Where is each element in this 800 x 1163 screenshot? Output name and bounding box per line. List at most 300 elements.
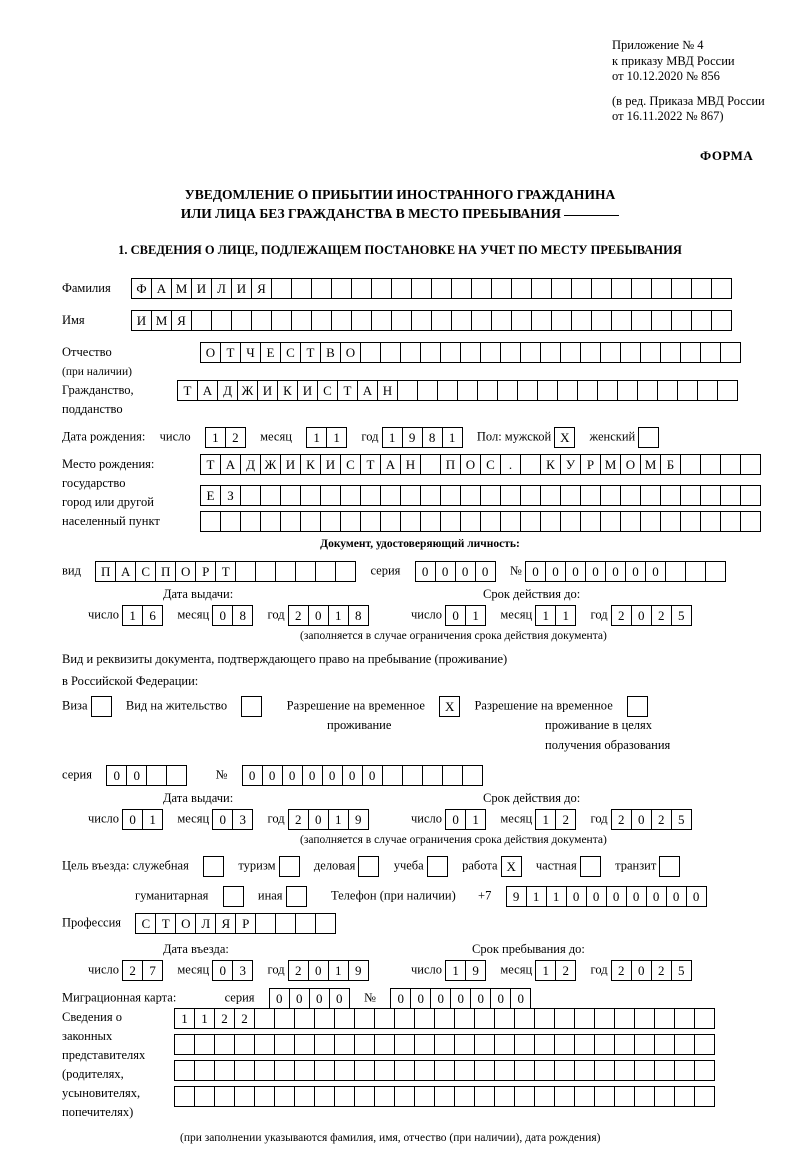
document-number-input[interactable] [525,561,726,582]
form-cell[interactable] [251,310,272,331]
entry-month-input[interactable] [212,960,253,981]
form-cell[interactable] [382,765,403,786]
valid-day-input[interactable] [445,605,486,626]
form-cell[interactable] [311,278,332,299]
form-cell[interactable]: 0 [626,886,647,907]
phone-input[interactable] [506,886,707,907]
form-cell[interactable] [571,310,592,331]
form-cell[interactable]: 1 [142,809,163,830]
form-cell[interactable] [255,561,276,582]
form-cell[interactable] [394,1060,415,1081]
form-cell[interactable] [191,310,212,331]
form-cell[interactable] [491,310,512,331]
form-cell[interactable]: З [220,485,241,506]
form-cell[interactable] [637,380,658,401]
form-cell[interactable]: У [560,454,581,475]
form-cell[interactable] [554,1034,575,1055]
sex-female-checkbox[interactable] [638,427,659,448]
form-cell[interactable] [677,380,698,401]
form-cell[interactable]: 2 [611,960,632,981]
form-cell[interactable] [711,278,732,299]
form-cell[interactable] [254,1008,275,1029]
form-cell[interactable]: 0 [212,809,233,830]
form-cell[interactable] [594,1086,615,1107]
form-cell[interactable] [574,1060,595,1081]
form-cell[interactable] [240,485,261,506]
surname-input[interactable] [131,278,732,299]
form-cell[interactable] [740,511,761,532]
form-cell[interactable] [454,1060,475,1081]
form-cell[interactable]: 1 [122,605,143,626]
form-cell[interactable] [631,310,652,331]
form-cell[interactable] [620,511,641,532]
form-cell[interactable] [711,310,732,331]
purpose-transit-checkbox[interactable] [659,856,680,877]
form-cell[interactable] [434,1060,455,1081]
form-cell[interactable] [700,485,721,506]
form-cell[interactable] [275,913,296,934]
form-cell[interactable]: Ч [240,342,261,363]
form-cell[interactable] [360,342,381,363]
form-cell[interactable] [740,485,761,506]
form-cell[interactable] [300,511,321,532]
form-cell[interactable] [314,1008,335,1029]
form-cell[interactable] [460,485,481,506]
form-cell[interactable]: 2 [288,809,309,830]
form-cell[interactable]: 9 [348,960,369,981]
form-cell[interactable]: 2 [651,809,672,830]
migration-series-input[interactable] [269,988,350,1009]
form-cell[interactable]: 0 [586,886,607,907]
form-cell[interactable] [434,1008,455,1029]
form-cell[interactable] [500,485,521,506]
form-cell[interactable]: 0 [322,765,343,786]
form-cell[interactable] [391,278,412,299]
profession-input[interactable] [135,913,336,934]
form-cell[interactable]: Т [177,380,198,401]
form-cell[interactable]: 1 [174,1008,195,1029]
form-cell[interactable] [700,342,721,363]
form-cell[interactable] [400,511,421,532]
form-cell[interactable]: 5 [671,605,692,626]
form-cell[interactable] [634,1086,655,1107]
form-cell[interactable] [474,1086,495,1107]
form-cell[interactable]: 0 [122,809,143,830]
form-cell[interactable] [394,1086,415,1107]
form-cell[interactable]: Л [211,278,232,299]
document-type-input[interactable] [95,561,356,582]
birth-place-input-row-1[interactable] [200,454,761,475]
form-cell[interactable]: И [280,454,301,475]
form-cell[interactable] [335,561,356,582]
form-cell[interactable] [474,1060,495,1081]
residence-permit-checkbox[interactable] [241,696,262,717]
form-cell[interactable]: 5 [671,960,692,981]
form-cell[interactable]: 0 [525,561,546,582]
form-cell[interactable] [691,278,712,299]
form-cell[interactable] [571,278,592,299]
form-cell[interactable] [634,1060,655,1081]
form-cell[interactable] [580,511,601,532]
edu-residence-checkbox[interactable] [627,696,648,717]
form-cell[interactable] [674,1086,695,1107]
form-cell[interactable]: 1 [194,1008,215,1029]
form-cell[interactable] [494,1060,515,1081]
form-cell[interactable]: 1 [546,886,567,907]
form-cell[interactable] [414,1060,435,1081]
form-cell[interactable] [394,1034,415,1055]
form-cell[interactable] [234,1086,255,1107]
form-cell[interactable]: С [317,380,338,401]
form-cell[interactable]: С [280,342,301,363]
purpose-study-checkbox[interactable] [427,856,448,877]
form-cell[interactable]: А [380,454,401,475]
form-cell[interactable] [431,278,452,299]
form-cell[interactable]: П [155,561,176,582]
form-cell[interactable] [360,485,381,506]
birth-place-input-row-2[interactable] [200,485,761,506]
form-cell[interactable] [494,1034,515,1055]
form-cell[interactable]: 0 [289,988,310,1009]
form-cell[interactable] [654,1008,675,1029]
form-cell[interactable] [574,1034,595,1055]
form-cell[interactable] [480,342,501,363]
visa-checkbox[interactable] [91,696,112,717]
form-cell[interactable] [611,310,632,331]
form-cell[interactable] [422,765,443,786]
form-cell[interactable] [580,342,601,363]
permit-issue-day-input[interactable] [122,809,163,830]
form-cell[interactable] [554,1060,575,1081]
issue-year-input[interactable] [288,605,369,626]
form-cell[interactable] [214,1086,235,1107]
form-cell[interactable]: А [220,454,241,475]
form-cell[interactable]: А [357,380,378,401]
form-cell[interactable] [380,342,401,363]
form-cell[interactable] [660,485,681,506]
form-cell[interactable]: Е [260,342,281,363]
form-cell[interactable] [380,511,401,532]
form-cell[interactable]: Д [240,454,261,475]
form-cell[interactable] [685,561,706,582]
form-cell[interactable]: 1 [382,427,403,448]
form-cell[interactable] [194,1060,215,1081]
form-cell[interactable]: 7 [142,960,163,981]
form-cell[interactable]: 0 [308,960,329,981]
form-cell[interactable] [214,1060,235,1081]
form-cell[interactable] [294,1086,315,1107]
form-cell[interactable] [454,1086,475,1107]
form-cell[interactable]: 6 [142,605,163,626]
form-cell[interactable]: 3 [232,960,253,981]
form-cell[interactable] [174,1060,195,1081]
form-cell[interactable] [331,278,352,299]
stay-day-input[interactable] [445,960,486,981]
form-cell[interactable]: Т [215,561,236,582]
form-cell[interactable] [600,342,621,363]
form-cell[interactable] [640,485,661,506]
form-cell[interactable] [591,278,612,299]
form-cell[interactable] [514,1086,535,1107]
form-cell[interactable] [274,1008,295,1029]
form-cell[interactable] [314,1060,335,1081]
form-cell[interactable] [480,511,501,532]
form-cell[interactable] [434,1034,455,1055]
form-cell[interactable]: 9 [506,886,527,907]
form-cell[interactable] [720,342,741,363]
form-cell[interactable] [371,310,392,331]
form-cell[interactable]: 0 [631,960,652,981]
legal-rep-input-row-4[interactable] [174,1086,715,1107]
form-cell[interactable] [697,380,718,401]
form-cell[interactable]: М [640,454,661,475]
form-cell[interactable]: Н [400,454,421,475]
form-cell[interactable]: Т [200,454,221,475]
form-cell[interactable]: 1 [535,809,556,830]
form-cell[interactable] [497,380,518,401]
form-cell[interactable]: 1 [205,427,226,448]
stay-month-input[interactable] [535,960,576,981]
form-cell[interactable] [200,511,221,532]
purpose-service-checkbox[interactable] [203,856,224,877]
form-cell[interactable] [640,511,661,532]
form-cell[interactable] [600,511,621,532]
form-cell[interactable] [700,511,721,532]
form-cell[interactable]: В [320,342,341,363]
form-cell[interactable]: И [131,310,152,331]
form-cell[interactable] [620,485,641,506]
form-cell[interactable] [220,511,241,532]
form-cell[interactable]: К [540,454,561,475]
citizenship-input[interactable] [177,380,738,401]
form-cell[interactable] [414,1008,435,1029]
form-cell[interactable]: . [500,454,521,475]
form-cell[interactable] [694,1086,715,1107]
form-cell[interactable] [520,485,541,506]
form-cell[interactable]: П [440,454,461,475]
form-cell[interactable] [740,454,761,475]
form-cell[interactable] [674,1008,695,1029]
form-cell[interactable]: Л [195,913,216,934]
form-cell[interactable] [334,1060,355,1081]
valid-month-input[interactable] [535,605,576,626]
form-cell[interactable] [440,511,461,532]
purpose-business-checkbox[interactable] [358,856,379,877]
form-cell[interactable] [271,310,292,331]
form-cell[interactable] [311,310,332,331]
entry-year-input[interactable] [288,960,369,981]
form-cell[interactable] [551,278,572,299]
form-cell[interactable] [580,485,601,506]
form-cell[interactable] [560,342,581,363]
form-cell[interactable] [694,1060,715,1081]
form-cell[interactable] [511,278,532,299]
form-cell[interactable]: А [151,278,172,299]
form-cell[interactable]: 2 [122,960,143,981]
form-cell[interactable] [334,1008,355,1029]
legal-rep-input-row-1[interactable] [174,1008,715,1029]
form-cell[interactable]: Ж [237,380,258,401]
entry-day-input[interactable] [122,960,163,981]
form-cell[interactable] [340,511,361,532]
form-cell[interactable] [315,913,336,934]
purpose-tourism-checkbox[interactable] [279,856,300,877]
form-cell[interactable] [351,278,372,299]
form-cell[interactable] [520,454,541,475]
form-cell[interactable]: А [115,561,136,582]
birth-place-input-row-3[interactable] [200,511,761,532]
form-cell[interactable]: 0 [646,886,667,907]
form-cell[interactable] [254,1034,275,1055]
form-cell[interactable] [480,485,501,506]
form-cell[interactable]: Т [155,913,176,934]
form-cell[interactable] [420,454,441,475]
permit-issue-year-input[interactable] [288,809,369,830]
form-cell[interactable] [437,380,458,401]
form-cell[interactable] [520,342,541,363]
form-cell[interactable] [414,1086,435,1107]
form-cell[interactable] [531,310,552,331]
form-cell[interactable] [420,511,441,532]
form-cell[interactable] [534,1008,555,1029]
form-cell[interactable] [657,380,678,401]
form-cell[interactable] [494,1086,515,1107]
form-cell[interactable]: О [620,454,641,475]
permit-valid-year-input[interactable] [611,809,692,830]
form-cell[interactable]: 0 [490,988,511,1009]
form-cell[interactable]: 1 [442,427,463,448]
form-cell[interactable] [614,1034,635,1055]
form-cell[interactable] [454,1034,475,1055]
form-cell[interactable]: С [135,561,156,582]
form-cell[interactable] [691,310,712,331]
form-cell[interactable] [654,1034,675,1055]
form-cell[interactable]: Т [220,342,241,363]
form-cell[interactable]: О [175,913,196,934]
form-cell[interactable]: 0 [606,886,627,907]
form-cell[interactable]: 2 [288,960,309,981]
form-cell[interactable] [146,765,167,786]
form-cell[interactable] [400,485,421,506]
form-cell[interactable]: О [460,454,481,475]
form-cell[interactable] [717,380,738,401]
form-cell[interactable] [560,511,581,532]
form-cell[interactable] [371,278,392,299]
sex-male-checkbox[interactable]: X [554,427,575,448]
form-cell[interactable] [537,380,558,401]
form-cell[interactable]: Т [300,342,321,363]
form-cell[interactable] [402,765,423,786]
form-cell[interactable] [454,1008,475,1029]
form-cell[interactable]: 0 [282,765,303,786]
form-cell[interactable]: 2 [651,960,672,981]
form-cell[interactable]: 0 [390,988,411,1009]
migration-number-input[interactable] [390,988,531,1009]
form-cell[interactable]: Н [377,380,398,401]
form-cell[interactable] [460,511,481,532]
form-cell[interactable]: Р [195,561,216,582]
legal-rep-input-row-3[interactable] [174,1060,715,1081]
form-cell[interactable] [334,1086,355,1107]
form-cell[interactable] [174,1034,195,1055]
form-cell[interactable] [671,278,692,299]
form-cell[interactable] [557,380,578,401]
form-cell[interactable]: 1 [465,605,486,626]
form-cell[interactable]: И [257,380,278,401]
form-cell[interactable]: О [200,342,221,363]
form-cell[interactable]: 0 [455,561,476,582]
form-cell[interactable]: 2 [611,809,632,830]
form-cell[interactable] [594,1034,615,1055]
form-cell[interactable]: 1 [328,605,349,626]
form-cell[interactable] [534,1086,555,1107]
form-cell[interactable] [340,485,361,506]
form-cell[interactable]: А [197,380,218,401]
form-cell[interactable]: 0 [329,988,350,1009]
form-cell[interactable] [274,1060,295,1081]
form-cell[interactable] [660,342,681,363]
form-cell[interactable] [474,1034,495,1055]
form-cell[interactable] [374,1086,395,1107]
form-cell[interactable]: С [340,454,361,475]
form-cell[interactable] [474,1008,495,1029]
form-cell[interactable] [451,310,472,331]
form-cell[interactable] [440,485,461,506]
patronymic-input[interactable] [200,342,741,363]
form-cell[interactable] [631,278,652,299]
form-cell[interactable] [651,310,672,331]
form-cell[interactable] [294,1060,315,1081]
form-cell[interactable]: 2 [555,809,576,830]
form-cell[interactable]: Я [251,278,272,299]
form-cell[interactable] [534,1060,555,1081]
form-cell[interactable]: 2 [214,1008,235,1029]
permit-number-input[interactable] [242,765,483,786]
form-cell[interactable] [380,485,401,506]
form-cell[interactable] [174,1086,195,1107]
form-cell[interactable] [471,310,492,331]
form-cell[interactable] [374,1008,395,1029]
form-cell[interactable]: 1 [328,809,349,830]
form-cell[interactable] [291,278,312,299]
form-cell[interactable]: 0 [631,605,652,626]
form-cell[interactable] [255,913,276,934]
form-cell[interactable]: 2 [555,960,576,981]
form-cell[interactable]: М [171,278,192,299]
stay-year-input[interactable] [611,960,692,981]
form-cell[interactable] [634,1008,655,1029]
form-cell[interactable] [440,342,461,363]
form-cell[interactable] [411,278,432,299]
temp-residence-checkbox[interactable]: X [439,696,460,717]
form-cell[interactable] [354,1086,375,1107]
form-cell[interactable] [614,1060,635,1081]
issue-month-input[interactable] [212,605,253,626]
form-cell[interactable] [391,310,412,331]
form-cell[interactable]: 0 [262,765,283,786]
form-cell[interactable]: К [300,454,321,475]
form-cell[interactable] [295,913,316,934]
name-input[interactable] [131,310,732,331]
form-cell[interactable] [397,380,418,401]
form-cell[interactable]: Р [580,454,601,475]
form-cell[interactable]: 8 [232,605,253,626]
form-cell[interactable] [540,485,561,506]
form-cell[interactable]: 0 [645,561,666,582]
form-cell[interactable] [694,1008,715,1029]
form-cell[interactable] [514,1034,535,1055]
form-cell[interactable]: 0 [666,886,687,907]
